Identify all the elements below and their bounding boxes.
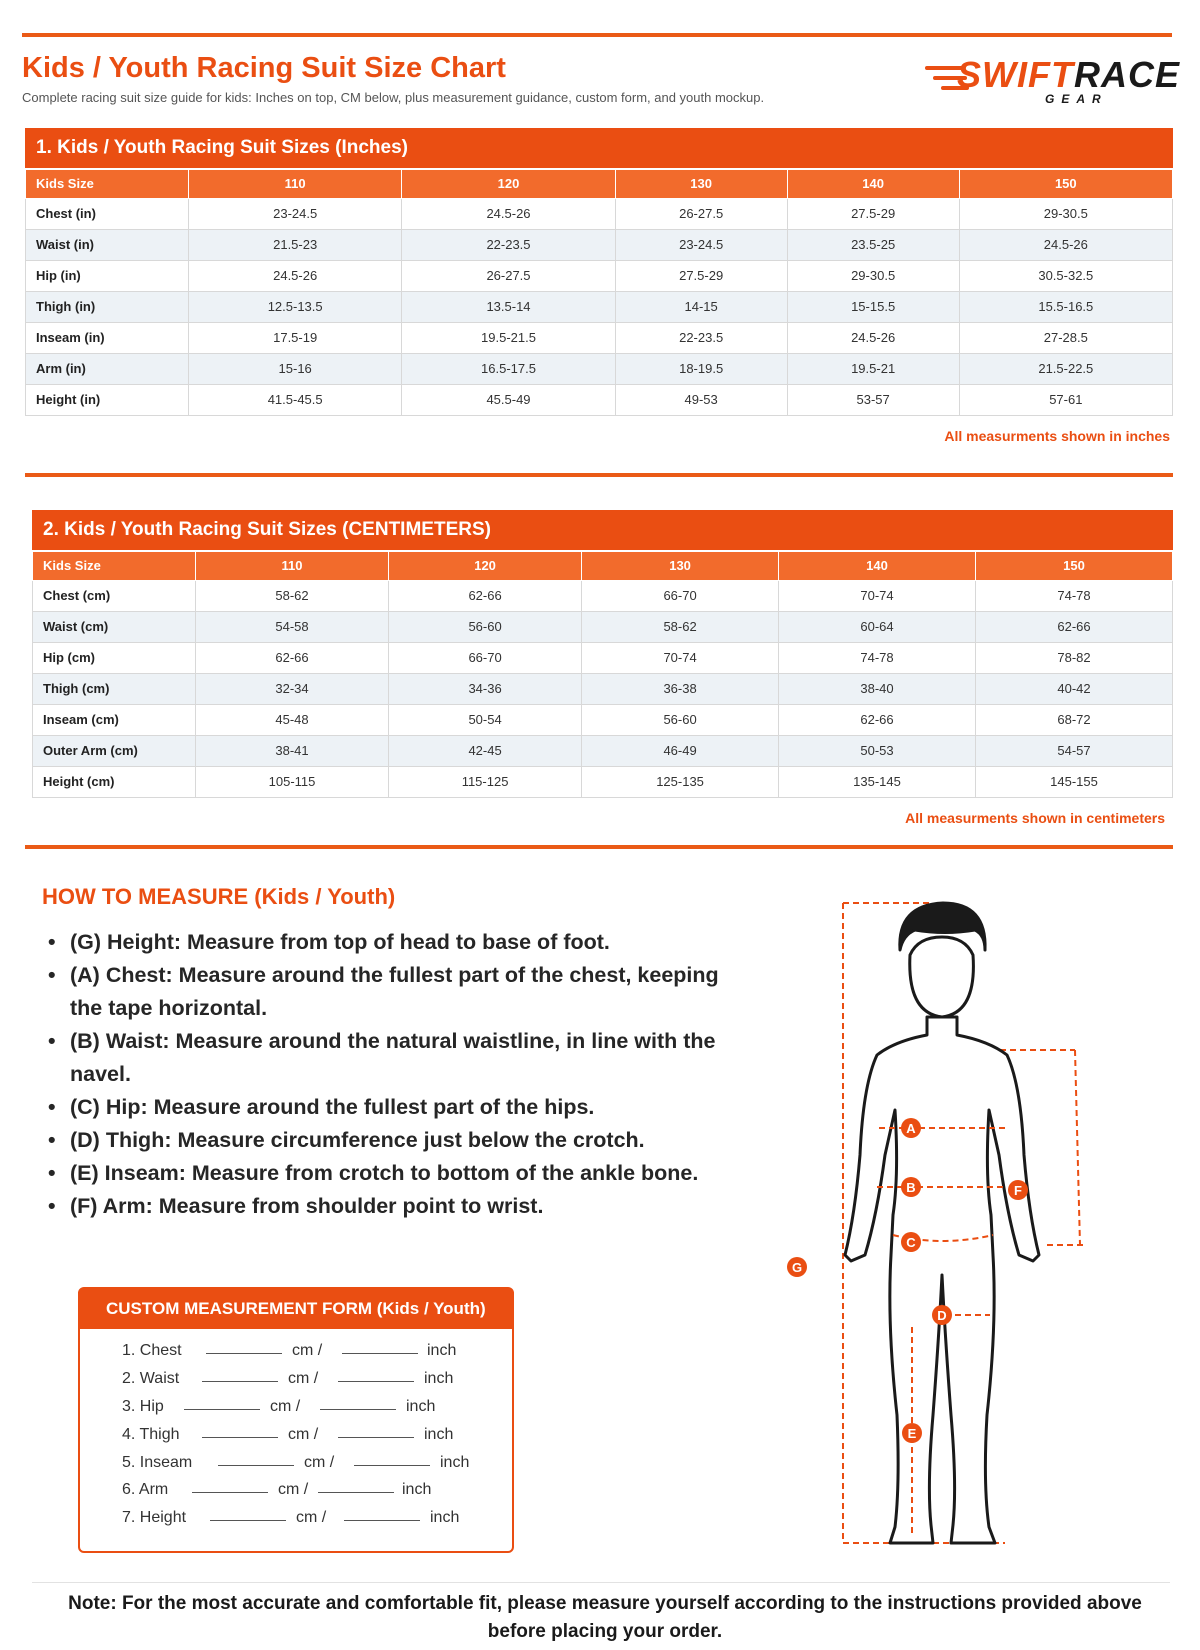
table-cell: 30.5-32.5 — [959, 260, 1172, 291]
table-cell: 74-78 — [976, 580, 1173, 611]
table-cell: 62-66 — [389, 580, 582, 611]
table-cell: 41.5-45.5 — [189, 384, 402, 415]
table-cell: 38-40 — [779, 673, 976, 704]
form-title: CUSTOM MEASUREMENT FORM (Kids / Youth) — [80, 1289, 512, 1329]
table-cell: 62-66 — [779, 704, 976, 735]
table-cell: 50-54 — [389, 704, 582, 735]
cm-unit-label: cm / — [278, 1481, 309, 1498]
table-header-row — [33, 551, 1173, 580]
table-cell: 23-24.5 — [615, 229, 787, 260]
table-cell: 125-135 — [582, 766, 779, 797]
form-field-label: 7. Height — [122, 1509, 187, 1526]
table-cell: 14-15 — [615, 291, 787, 322]
row-label: Arm (in) — [26, 353, 189, 384]
form-field-label: 1. Chest — [122, 1342, 182, 1359]
table-cell: 56-60 — [582, 704, 779, 735]
table-cell: 13.5-14 — [402, 291, 615, 322]
column-header: 130 — [615, 169, 787, 198]
cm-section — [32, 510, 1173, 798]
list-item: • (D) Thigh: Measure circumference just below the crotch. — [48, 1124, 728, 1157]
table-cell: 46-49 — [582, 735, 779, 766]
table-cell: 24.5-26 — [787, 322, 959, 353]
cm-input-line[interactable] — [202, 1437, 278, 1438]
column-header: 150 — [959, 169, 1172, 198]
inch-unit-label: inch — [402, 1481, 432, 1498]
cm-input-line[interactable] — [210, 1520, 286, 1521]
row-label: Waist (in) — [26, 229, 189, 260]
marker-label: C — [906, 1235, 916, 1250]
table-row — [26, 198, 1173, 229]
table-cell: 49-53 — [615, 384, 787, 415]
table-cell: 21.5-23 — [189, 229, 402, 260]
section-divider — [25, 473, 1173, 477]
table-header-row — [26, 169, 1173, 198]
table-cell: 66-70 — [582, 580, 779, 611]
table-cell: 105-115 — [196, 766, 389, 797]
table-cell: 53-57 — [787, 384, 959, 415]
form-row-inseam — [122, 1454, 502, 1476]
form-field-label: 4. Thigh — [122, 1426, 180, 1443]
row-label: Height (in) — [26, 384, 189, 415]
table-cell: 58-62 — [582, 611, 779, 642]
list-item: • (C) Hip: Measure around the fullest part of the hips. — [48, 1091, 728, 1124]
inch-unit-label: inch — [440, 1454, 470, 1471]
form-row-chest — [122, 1342, 502, 1364]
column-header: 140 — [787, 169, 959, 198]
inch-unit-label: inch — [406, 1398, 436, 1415]
cm-input-line[interactable] — [202, 1381, 278, 1382]
table-row — [33, 673, 1173, 704]
table-cell: 23.5-25 — [787, 229, 959, 260]
form-field-label: 2. Waist — [122, 1370, 180, 1387]
marker-d — [932, 1305, 952, 1325]
column-header: Kids Size — [33, 551, 196, 580]
table-row — [33, 580, 1173, 611]
cm-size-table — [32, 550, 1173, 798]
table-row — [33, 766, 1173, 797]
marker-label: A — [906, 1121, 916, 1136]
table-cell: 115-125 — [389, 766, 582, 797]
table-cell: 23-24.5 — [189, 198, 402, 229]
table-cell: 21.5-22.5 — [959, 353, 1172, 384]
table-cell: 60-64 — [779, 611, 976, 642]
inches-section-title: 1. Kids / Youth Racing Suit Sizes (Inches) — [25, 128, 1173, 168]
cm-unit-label: cm / — [296, 1509, 327, 1526]
table-cell: 50-53 — [779, 735, 976, 766]
cm-unit-label: cm / — [292, 1342, 323, 1359]
table-row — [26, 291, 1173, 322]
table-cell: 36-38 — [582, 673, 779, 704]
table-cell: 57-61 — [959, 384, 1172, 415]
table-row — [26, 229, 1173, 260]
table-cell: 26-27.5 — [402, 260, 615, 291]
table-cell: 27-28.5 — [959, 322, 1172, 353]
table-cell: 29-30.5 — [787, 260, 959, 291]
form-row-thigh — [122, 1426, 502, 1448]
table-cell: 15-16 — [189, 353, 402, 384]
cm-unit-label: cm / — [270, 1398, 301, 1415]
inches-section — [25, 128, 1173, 416]
marker-f — [1008, 1180, 1028, 1200]
column-header: Kids Size — [26, 169, 189, 198]
row-label: Height (cm) — [33, 766, 196, 797]
table-cell: 22-23.5 — [402, 229, 615, 260]
logo-wordmark — [957, 54, 1180, 96]
row-label: Thigh (in) — [26, 291, 189, 322]
footer-divider — [32, 1582, 1170, 1583]
how-to-measure-list — [48, 926, 728, 1223]
row-label: Hip (in) — [26, 260, 189, 291]
form-row-height — [122, 1509, 502, 1531]
inch-unit-label: inch — [424, 1370, 454, 1387]
inch-unit-label: inch — [430, 1509, 460, 1526]
inches-note: All measurments shown in inches — [944, 428, 1170, 444]
inches-size-table — [25, 168, 1173, 416]
section-divider — [25, 845, 1173, 849]
form-row-waist — [122, 1370, 502, 1392]
table-row — [26, 260, 1173, 291]
top-rule — [22, 33, 1172, 37]
list-item: • (G) Height: Measure from top of head to base of foot. — [48, 926, 728, 959]
form-field-label: 3. Hip — [122, 1398, 164, 1415]
inch-input-line[interactable] — [338, 1437, 414, 1438]
footer-note: Note: For the most accurate and comfortable fit, please measure yourself according to the instructions provided above before placing your order. — [68, 1593, 1142, 1642]
table-cell: 74-78 — [779, 642, 976, 673]
table-row — [26, 322, 1173, 353]
table-cell: 19.5-21 — [787, 353, 959, 384]
column-header: 110 — [196, 551, 389, 580]
form-field-label: 6. Arm — [122, 1481, 169, 1498]
table-cell: 18-19.5 — [615, 353, 787, 384]
column-header: 140 — [779, 551, 976, 580]
marker-e — [902, 1423, 922, 1443]
table-cell: 58-62 — [196, 580, 389, 611]
table-cell: 16.5-17.5 — [402, 353, 615, 384]
table-cell: 27.5-29 — [615, 260, 787, 291]
row-label: Inseam (in) — [26, 322, 189, 353]
table-cell: 34-36 — [389, 673, 582, 704]
cm-section-title: 2. Kids / Youth Racing Suit Sizes (CENTIMETERS) — [32, 510, 1173, 550]
table-cell: 24.5-26 — [189, 260, 402, 291]
page-subtitle: Complete racing suit size guide for kids: Inches on top, CM below, plus measurement guidance, custom form, and youth mockup. — [22, 90, 765, 105]
marker-a — [901, 1118, 921, 1138]
table-cell: 70-74 — [779, 580, 976, 611]
table-cell: 145-155 — [976, 766, 1173, 797]
list-item: • (B) Waist: Measure around the natural waistline, in line with the navel. — [48, 1025, 728, 1091]
table-cell: 40-42 — [976, 673, 1173, 704]
table-cell: 56-60 — [389, 611, 582, 642]
form-field-label: 5. Inseam — [122, 1454, 193, 1471]
marker-label: B — [906, 1180, 916, 1195]
table-row — [26, 384, 1173, 415]
body-outline — [845, 903, 1039, 1543]
inch-input-line[interactable] — [320, 1409, 396, 1410]
row-label: Outer Arm (cm) — [33, 735, 196, 766]
table-cell: 38-41 — [196, 735, 389, 766]
list-item: • (A) Chest: Measure around the fullest part of the chest, keeping the tape horizontal. — [48, 959, 728, 1025]
table-cell: 66-70 — [389, 642, 582, 673]
row-label: Chest (cm) — [33, 580, 196, 611]
marker-b — [901, 1177, 921, 1197]
marker-label: D — [937, 1308, 947, 1323]
column-header: 120 — [402, 169, 615, 198]
inch-unit-label: inch — [424, 1426, 454, 1443]
table-cell: 78-82 — [976, 642, 1173, 673]
inch-input-line[interactable] — [342, 1353, 418, 1354]
table-cell: 68-72 — [976, 704, 1173, 735]
how-to-measure-title: HOW TO MEASURE (Kids / Youth) — [42, 884, 396, 909]
table-cell: 42-45 — [389, 735, 582, 766]
table-row — [33, 735, 1173, 766]
child-measurement-figure — [791, 895, 1115, 1555]
marker-label: E — [907, 1426, 917, 1441]
table-cell: 54-58 — [196, 611, 389, 642]
table-cell: 32-34 — [196, 673, 389, 704]
logo-swift: SWIFT — [957, 54, 1074, 95]
table-cell: 135-145 — [779, 766, 976, 797]
row-label: Thigh (cm) — [33, 673, 196, 704]
inch-unit-label: inch — [427, 1342, 457, 1359]
table-cell: 62-66 — [976, 611, 1173, 642]
table-cell: 19.5-21.5 — [402, 322, 615, 353]
table-cell: 26-27.5 — [615, 198, 787, 229]
row-label: Chest (in) — [26, 198, 189, 229]
cm-unit-label: cm / — [304, 1454, 335, 1471]
table-cell: 15.5-16.5 — [959, 291, 1172, 322]
row-label: Hip (cm) — [33, 642, 196, 673]
inch-input-line[interactable] — [354, 1465, 430, 1466]
inch-input-line[interactable] — [338, 1381, 414, 1382]
table-cell: 62-66 — [196, 642, 389, 673]
marker-c — [901, 1232, 921, 1252]
row-label: Inseam (cm) — [33, 704, 196, 735]
table-cell: 24.5-26 — [959, 229, 1172, 260]
cm-input-line[interactable] — [184, 1409, 260, 1410]
row-label: Waist (cm) — [33, 611, 196, 642]
table-cell: 12.5-13.5 — [189, 291, 402, 322]
brand-logo — [925, 54, 1180, 110]
custom-measurement-form — [78, 1287, 514, 1553]
list-item: • (E) Inseam: Measure from crotch to bottom of the ankle bone. — [48, 1157, 728, 1190]
cm-note: All measurments shown in centimeters — [905, 810, 1165, 826]
marker-label: F — [1014, 1183, 1022, 1198]
inch-input-line[interactable] — [344, 1520, 420, 1521]
form-row-hip — [122, 1398, 502, 1420]
form-row-arm — [122, 1481, 502, 1503]
column-header: 130 — [582, 551, 779, 580]
table-cell: 15-15.5 — [787, 291, 959, 322]
table-cell: 54-57 — [976, 735, 1173, 766]
table-cell: 70-74 — [582, 642, 779, 673]
table-cell: 45.5-49 — [402, 384, 615, 415]
logo-gear: GEAR — [1045, 92, 1108, 106]
column-header: 120 — [389, 551, 582, 580]
table-cell: 45-48 — [196, 704, 389, 735]
cm-input-line[interactable] — [192, 1492, 268, 1493]
inch-input-line[interactable] — [318, 1492, 394, 1493]
list-item: • (F) Arm: Measure from shoulder point to wrist. — [48, 1190, 728, 1223]
marker-label: G — [791, 1260, 803, 1275]
cm-unit-label: cm / — [288, 1426, 319, 1443]
table-cell: 29-30.5 — [959, 198, 1172, 229]
cm-input-line[interactable] — [206, 1353, 282, 1354]
column-header: 110 — [189, 169, 402, 198]
table-row — [33, 611, 1173, 642]
cm-unit-label: cm / — [288, 1370, 319, 1387]
marker-g — [787, 1257, 807, 1277]
column-header: 150 — [976, 551, 1173, 580]
table-row — [33, 704, 1173, 735]
table-cell: 24.5-26 — [402, 198, 615, 229]
cm-input-line[interactable] — [218, 1465, 294, 1466]
table-row — [33, 642, 1173, 673]
table-cell: 17.5-19 — [189, 322, 402, 353]
page-title: Kids / Youth Racing Suit Size Chart — [22, 52, 506, 84]
table-cell: 22-23.5 — [615, 322, 787, 353]
table-cell: 27.5-29 — [787, 198, 959, 229]
table-row — [26, 353, 1173, 384]
logo-race: RACE — [1073, 54, 1180, 95]
